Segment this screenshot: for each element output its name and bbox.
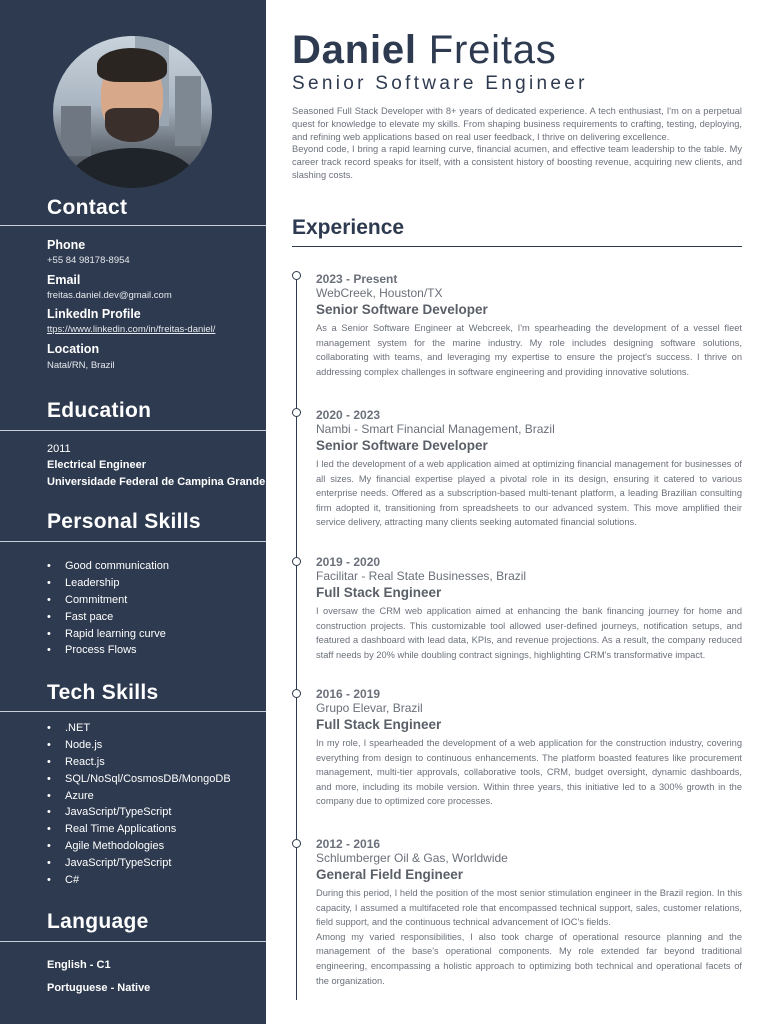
job-title: Senior Software Engineer — [292, 73, 588, 94]
job-period: 2016 - 2019 — [316, 687, 381, 701]
list-item: • Azure — [47, 788, 231, 805]
timeline-dot — [292, 557, 301, 566]
job-description: I oversaw the CRM web application aimed at enhancing the bank financing journey for home and construction projects. This customizable tool allowed user-defined journeys, notification setups, and featured a dashboard with lead data, KPIs, and revenue projections. As a result, the company reduced staff needs by 20% while doubling contract signings, highlighting CRM's transformative impact. — [316, 606, 742, 660]
list-item: • JavaScript/TypeScript — [47, 855, 231, 872]
job-period: 2020 - 2023 — [316, 408, 381, 422]
language-english: English - C1 — [47, 959, 111, 971]
job-role: General Field Engineer — [316, 867, 464, 882]
location-value: Natal/RN, Brazil — [47, 360, 115, 371]
linkedin-link[interactable]: ttps://www.linkedin.com/in/freitas-daniel/ — [47, 324, 216, 335]
job-role: Senior Software Developer — [316, 438, 488, 453]
personal-skills-divider — [0, 541, 266, 542]
experience-divider — [292, 246, 742, 247]
job-period: 2012 - 2016 — [316, 837, 381, 851]
job-description: I led the development of a web application aimed at optimizing financial management for businesses of all sizes. My financial expertise played a pivotal role in its design, ensuring it catered to various enterprise needs. Offered as a subscription-based multi-tenant platform, a leading Brazilian consulting firm adopted it, transitioning from spreadsheets to our advanced system. This move amplified their service delivery, attracting many clients seeking automated financial solutions. — [316, 459, 742, 528]
job-role: Full Stack Engineer — [316, 717, 442, 732]
email-label: Email — [47, 273, 81, 287]
timeline-dot — [292, 408, 301, 417]
timeline-dot — [292, 689, 301, 698]
job-description: In my role, I spearheaded the development of a web application for the construction industry, covering everything from design to continuous enhancements. The platform boasted features like procurement management, multi-tier approvals, collaborative tools, CRM, budget oversight, dynamic dashboards, and more, including its mobile version. Within three years, this initiative led to a 300% growth in the company due to optimized core processes. — [316, 738, 742, 807]
sidebar — [0, 0, 266, 1024]
job-company: Facilitar - Real State Businesses, Brazil — [316, 569, 527, 583]
experience-item — [316, 687, 742, 809]
job-period: 2023 - Present — [316, 272, 398, 286]
contact-heading: Contact — [47, 196, 128, 219]
contact-divider — [0, 225, 266, 226]
experience-item — [316, 837, 742, 988]
education-divider — [0, 430, 266, 431]
experience-heading: Experience — [292, 216, 405, 239]
job-company: Nambi - Smart Financial Management, Brazil — [316, 422, 555, 436]
list-item: • Real Time Applications — [47, 821, 231, 838]
education-degree: Electrical Engineer — [47, 459, 147, 471]
list-item: • .NET — [47, 720, 231, 737]
job-role: Full Stack Engineer — [316, 585, 442, 600]
list-item: • JavaScript/TypeScript — [47, 804, 231, 821]
personal-skills-heading: Personal Skills — [47, 510, 201, 533]
personal-skills-list — [47, 558, 169, 659]
education-heading: Education — [47, 399, 152, 422]
summary-paragraph: Seasoned Full Stack Developer with 8+ years of dedicated experience. A tech enthusiast, I'm on a perpetual quest for knowledge to elevate my skills. From shaping business requirements to crafting, testing, deploying, and refining web applications based on real user feedback, I thrive on delivering excellence. — [292, 106, 742, 142]
job-company: Schlumberger Oil & Gas, Worldwide — [316, 851, 508, 865]
timeline-dot — [292, 271, 301, 280]
timeline-dot — [292, 839, 301, 848]
language-divider — [0, 941, 266, 942]
summary — [292, 105, 742, 182]
job-period: 2019 - 2020 — [316, 555, 381, 569]
phone-value: +55 84 98178-8954 — [47, 255, 130, 266]
list-item: • SQL/NoSql/CosmosDB/MongoDB — [47, 771, 231, 788]
profile-photo — [53, 36, 212, 188]
experience-item — [316, 408, 742, 530]
experience-item — [316, 555, 742, 662]
tech-skills-divider — [0, 711, 266, 712]
experience-item — [316, 272, 742, 379]
location-label: Location — [47, 342, 100, 356]
tech-skills-heading: Tech Skills — [47, 681, 159, 704]
linkedin-label: LinkedIn Profile — [47, 307, 141, 321]
list-item: • C# — [47, 872, 231, 889]
list-item: • Good communication — [47, 558, 169, 575]
education-school: Universidade Federal de Campina Grande — [47, 476, 266, 488]
list-item: • Process Flows — [47, 642, 169, 659]
summary-paragraph: Beyond code, I bring a rapid learning curve, financial acumen, and effective team leadership to the table. My career track record speaks for itself, with a consistent history of boosting revenue, acquiring new clients, and slashing costs. — [292, 144, 742, 180]
list-item: • Leadership — [47, 575, 169, 592]
job-role: Senior Software Developer — [316, 302, 488, 317]
job-description: During this period, I held the position of the most senior stimulation engineer in the Brazil region. In this capacity, I assumed a multifaceted role that encompassed technical support, sales, customer relations, field support, and the continuous technical advancement of IOC's fields. — [316, 888, 742, 928]
full-name — [292, 28, 557, 73]
list-item: • Node.js — [47, 737, 231, 754]
last-name: Freitas — [428, 28, 557, 72]
phone-label: Phone — [47, 238, 86, 252]
list-item: • Fast pace — [47, 609, 169, 626]
language-portuguese: Portuguese - Native — [47, 982, 151, 994]
email-value[interactable]: freitas.daniel.dev@gmail.com — [47, 290, 172, 301]
job-company: Grupo Elevar, Brazil — [316, 701, 423, 715]
language-heading: Language — [47, 910, 149, 933]
first-name: Daniel — [292, 28, 417, 72]
job-description: Among my varied responsibilities, I also took charge of operational resource planning and the management of the base's operational components. My role extended far beyond traditional engineering, encompassing a holistic approach to optimizing both technical and operational facets of the organization. — [316, 931, 742, 986]
list-item: • Rapid learning curve — [47, 626, 169, 643]
list-item: • Commitment — [47, 592, 169, 609]
list-item: • Agile Methodologies — [47, 838, 231, 855]
education-year: 2011 — [47, 443, 71, 455]
timeline-line — [296, 276, 297, 1000]
job-company: WebCreek, Houston/TX — [316, 286, 443, 300]
tech-skills-list — [47, 720, 231, 889]
job-description: As a Senior Software Engineer at Webcreek, I'm spearheading the development of a vessel fleet management system for the marine industry. My role includes designing software solutions, collaborating with teams, and leveraging my expertise to ensure the project's success. I thrive on addressing complex challenges in software engineering and providing innovative solutions. — [316, 323, 742, 377]
list-item: • React.js — [47, 754, 231, 771]
